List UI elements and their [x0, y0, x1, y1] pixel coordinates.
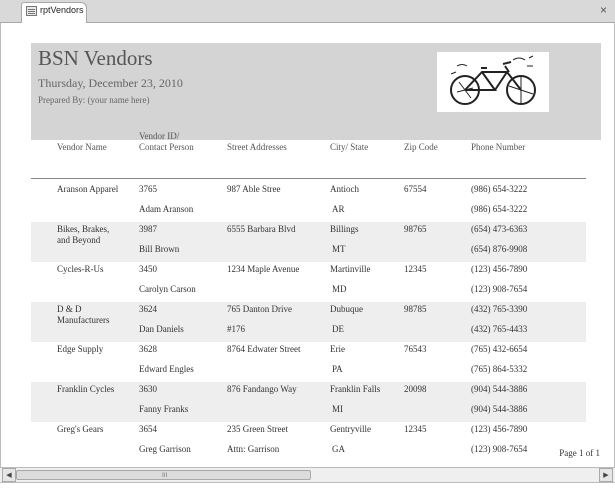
column-header-line: City/ State [330, 142, 369, 152]
phone-number: (765) 432-6654 [471, 344, 528, 354]
column-header [227, 142, 287, 153]
phone-number: (654) 473-6363 [471, 224, 528, 234]
street-address: 987 Able Stree [227, 184, 281, 194]
report-icon [26, 6, 37, 16]
vendor-id: 3450 [139, 264, 157, 274]
street-address: 6555 Barbara Blvd [227, 224, 296, 234]
zip-code: 12345 [404, 264, 427, 274]
phone-number: (123) 456-7890 [471, 264, 528, 274]
contact-person: Adam Aranson [139, 204, 194, 214]
vendor-name: Cycles-R-Us [57, 264, 104, 274]
vendor-id: 3765 [139, 184, 157, 194]
contact-person: Fanny Franks [139, 404, 189, 414]
contact-person: Dan Daniels [139, 324, 184, 334]
state: MT [332, 244, 346, 254]
column-header-line: Contact Person [139, 142, 194, 152]
prepared-by: Prepared By: (your name here) [38, 95, 150, 105]
scroll-right-icon[interactable]: ▶ [599, 468, 613, 482]
phone-number: (904) 544-3886 [471, 384, 528, 394]
zip-code: 20098 [404, 384, 427, 394]
report-title: BSN Vendors [38, 46, 153, 70]
street-address: 235 Green Street [227, 424, 288, 434]
column-header [330, 142, 368, 153]
phone-number-alt: (765) 864-5332 [471, 364, 528, 374]
column-header [471, 142, 525, 153]
phone-number: (123) 456-7890 [471, 424, 528, 434]
zip-code: 12345 [404, 424, 427, 434]
vendor-id: 3987 [139, 224, 157, 234]
vendor-id: 3628 [139, 344, 157, 354]
close-icon[interactable]: × [599, 3, 607, 17]
document-tab-bar [0, 0, 615, 23]
vendor-name: Bikes, Brakes, [57, 224, 110, 234]
phone-number: (986) 654-3222 [471, 184, 528, 194]
vendor-name: Edge Supply [57, 344, 104, 354]
zip-code: 98785 [404, 304, 427, 314]
horizontal-scrollbar[interactable] [0, 467, 615, 483]
column-header [139, 131, 194, 153]
tab-label[interactable]: rptVendors [40, 5, 84, 15]
column-header-line: Zip Code [404, 142, 438, 152]
city: Martinville [330, 264, 371, 274]
column-header [57, 142, 107, 153]
report-preview [0, 23, 615, 467]
contact-person: Edward Engles [139, 364, 194, 374]
column-header-line: Vendor Name [57, 142, 107, 152]
street-address: 876 Fandango Way [227, 384, 297, 394]
state: DE [332, 324, 344, 334]
phone-number-alt: (432) 765-4433 [471, 324, 528, 334]
city: Dubuque [330, 304, 363, 314]
vendor-name: Greg's Gears [57, 424, 104, 434]
vendor-name: Aranson Apparel [57, 184, 119, 194]
street-address-line2: Attn: Garrison [227, 444, 280, 454]
street-address: 1234 Maple Avenue [227, 264, 300, 274]
phone-number: (432) 765-3390 [471, 304, 528, 314]
city: Gentryville [330, 424, 371, 434]
state: GA [332, 444, 345, 454]
state: MD [332, 284, 347, 294]
scroll-left-icon[interactable]: ◀ [2, 468, 16, 482]
city: Billings [330, 224, 359, 234]
vendor-name: Franklin Cycles [57, 384, 115, 394]
state: AR [332, 204, 345, 214]
column-header-line: Phone Number [471, 142, 526, 152]
zip-code: 76543 [404, 344, 427, 354]
vendor-id: 3624 [139, 304, 157, 314]
phone-number-alt: (986) 654-3222 [471, 204, 528, 214]
phone-number-alt: (123) 908-7654 [471, 444, 528, 454]
scroll-thumb[interactable] [16, 470, 311, 480]
city: Franklin Falls [330, 384, 381, 394]
street-address-line2: #176 [227, 324, 245, 334]
report-header [31, 43, 601, 140]
vendor-name: Manufacturers [57, 315, 110, 325]
phone-number-alt: (904) 544-3886 [471, 404, 528, 414]
zip-code: 98765 [404, 224, 427, 234]
street-address: 765 Danton Drive [227, 304, 292, 314]
state: PA [332, 364, 343, 374]
page-number: Page 1 of 1 [559, 448, 600, 458]
vendor-name: D & D [57, 304, 82, 314]
column-header-line: Street Addresses [227, 142, 287, 152]
phone-number-alt: (123) 908-7654 [471, 284, 528, 294]
street-address: 8764 Edwater Street [227, 344, 301, 354]
city: Antioch [330, 184, 359, 194]
header-divider [31, 178, 586, 179]
vendor-id: 3654 [139, 424, 157, 434]
vendor-id: 3630 [139, 384, 157, 394]
column-header-line: Vendor ID/ [139, 131, 180, 141]
grip-icon: III [162, 472, 168, 479]
column-header [404, 142, 438, 153]
state: MI [332, 404, 343, 414]
vendor-name: and Beyond [57, 235, 101, 245]
contact-person: Bill Brown [139, 244, 180, 254]
bicycle-logo [437, 52, 549, 112]
contact-person: Greg Garrison [139, 444, 191, 454]
city: Erie [330, 344, 345, 354]
report-date: Thursday, December 23, 2010 [38, 76, 183, 90]
phone-number-alt: (654) 876-9908 [471, 244, 528, 254]
contact-person: Carolyn Carson [139, 284, 196, 294]
zip-code: 67554 [404, 184, 427, 194]
